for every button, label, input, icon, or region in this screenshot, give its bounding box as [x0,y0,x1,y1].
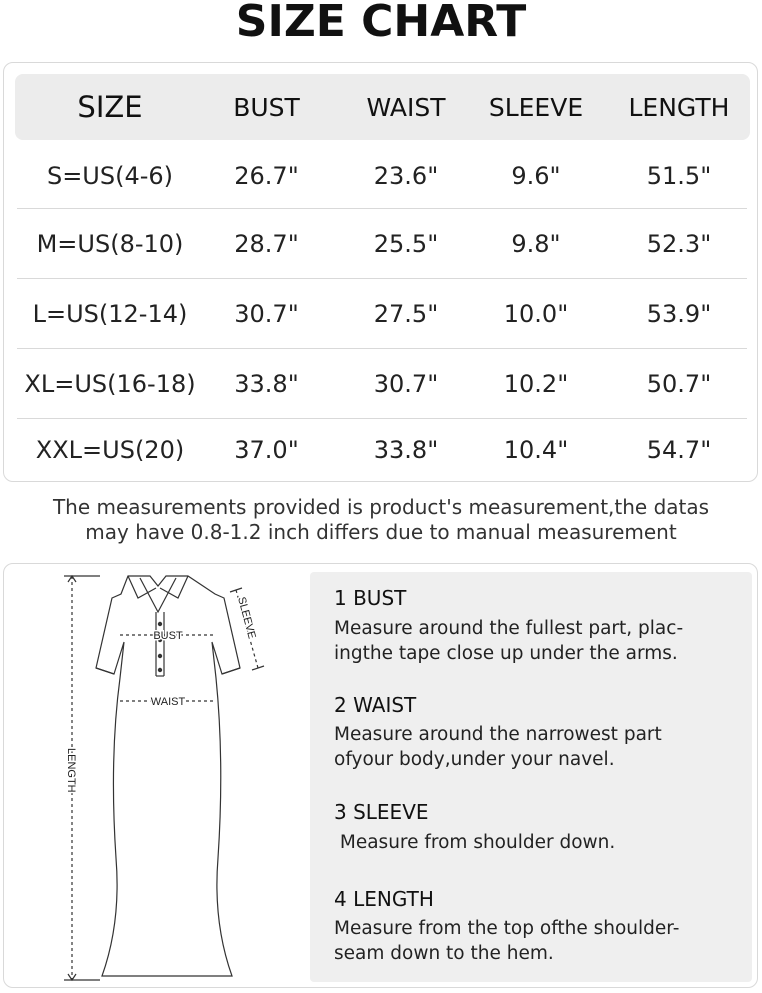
length-title: 4 LENGTH [334,887,434,911]
dress-illustration [40,568,300,988]
sleeve-title: 3 SLEEVE [334,800,429,824]
table-cell: 9.6" [511,162,561,190]
length-instructions [334,916,679,966]
sleeve-instructions: Measure from shoulder down. [334,832,616,853]
table-cell: 30.7" [373,370,439,398]
header-waist: WAIST [366,92,446,122]
table-cell: 23.6" [373,162,439,190]
bust-title: 1 BUST [334,586,407,610]
table-cell: M=US(8-10) [36,230,184,258]
bust-line-1: Measure around the fullest part, plac- [334,618,684,639]
sleeve-label: SLEEVE [235,595,258,641]
table-cell: 27.5" [373,300,439,328]
table-cell: 50.7" [646,370,712,398]
table-cell: 53.9" [646,300,712,328]
button-icon [158,668,162,672]
table-cell: 9.8" [511,230,561,258]
button-icon [158,622,162,626]
table-cell: 30.7" [234,300,299,328]
table-cell: 10.2" [503,370,569,398]
length-label: LENGTH [65,748,77,793]
table-cell: 52.3" [646,230,712,258]
header-size: SIZE [77,90,143,124]
waist-line-1: Measure around the narrowest part [334,724,662,745]
bust-label: BUST [153,630,183,642]
table-cell: 25.5" [373,230,439,258]
table-cell: 26.7" [234,162,299,190]
bust-instructions [334,616,683,666]
table-cell: 51.5" [646,162,712,190]
page-title: SIZE CHART [235,0,527,47]
header-bust: BUST [233,92,300,122]
table-cell: 37.0" [234,436,299,464]
measurement-note [0,495,762,545]
waist-instructions [334,722,662,772]
table-cell: 28.7" [234,230,299,258]
button-icon [158,654,162,658]
note-line-2: may have 0.8-1.2 inch differs due to manual measurement [85,520,677,544]
table-cell: 33.8" [234,370,299,398]
bust-line-2: ingthe tape close up under the arms. [334,643,678,664]
waist-line-2: ofyour body,under your navel. [334,749,615,770]
waist-title: 2 WAIST [334,693,417,717]
table-cell: XL=US(16-18) [24,370,196,398]
header-sleeve: SLEEVE [488,92,584,122]
table-cell: 54.7" [646,436,712,464]
table-cell: 10.4" [503,436,569,464]
table-cell: XXL=US(20) [35,436,185,464]
header-length: LENGTH [628,92,730,122]
table-cell: S=US(4-6) [46,162,174,190]
table-cell: 33.8" [373,436,439,464]
table-cell: L=US(12-14) [32,300,188,328]
length-line-1: Measure from the top ofthe shoulder- [334,918,680,939]
table-cell: 10.0" [503,300,569,328]
size-table [3,62,758,482]
length-line-2: seam down to the hem. [334,943,554,964]
waist-label: WAIST [150,696,186,708]
note-line-1: The measurements provided is product's measurement,the datas [52,495,710,519]
